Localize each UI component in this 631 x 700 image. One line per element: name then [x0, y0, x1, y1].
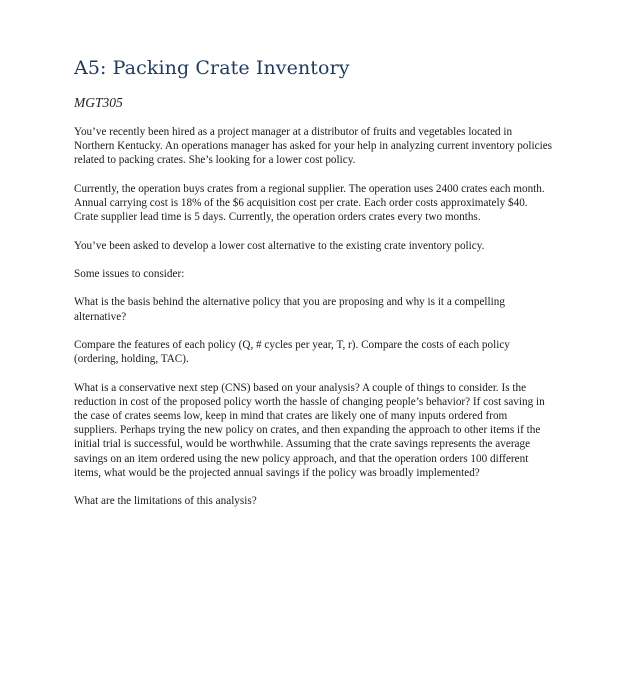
paragraph-question-cns: What is a conservative next step (CNS) based on your analysis? A couple of things to consider. Is the reduction in cost of the proposed policy worth the hassle of changing people’s behavior? If cost saving in the case of crates seems low, keep in mind that crates are likely one of many inputs ordered from suppliers. Perhaps trying the new policy on crates, and then expanding the approach to other items if the initial trial is successful, would be worthwhile. Assuming that the crate savings represents the average savings on an item ordered using the new policy approach, and that the operation orders 100 different items, what would be the projected annual savings if the policy was broadly implemented? [74, 381, 545, 479]
document-title: A5: Packing Crate Inventory [74, 57, 350, 79]
paragraph-intro: You’ve recently been hired as a project manager at a distributor of fruits and vegetables located in Northern Kentucky. An operations manager has asked for your help in analyzing current inventory policies related to packing crates. She’s looking for a lower cost policy. [74, 126, 553, 167]
document-body [74, 125, 552, 523]
course-code: MGT305 [74, 95, 123, 110]
paragraph-task: You’ve been asked to develop a lower cost alternative to the existing crate inventory policy. [74, 239, 485, 252]
paragraph-current-operation: Currently, the operation buys crates from a regional supplier. The operation uses 2400 crates each month. Annual carrying cost is 18% of the $6 acquisition cost per crate. Each order costs approximately $40. Crate supplier lead time is 5 days. Currently, the operation orders crates every two months. [74, 182, 545, 224]
paragraph-question-compare: Compare the features of each policy (Q, # cycles per year, T, r). Compare the costs of each policy (ordering, holding, TAC). [74, 338, 510, 366]
paragraph-question-limitations: What are the limitations of this analysis? [74, 495, 257, 508]
paragraph-question-basis: What is the basis behind the alternative policy that you are proposing and why is it a compelling alternative? [74, 296, 505, 323]
paragraph-issues-heading: Some issues to consider: [74, 267, 185, 280]
